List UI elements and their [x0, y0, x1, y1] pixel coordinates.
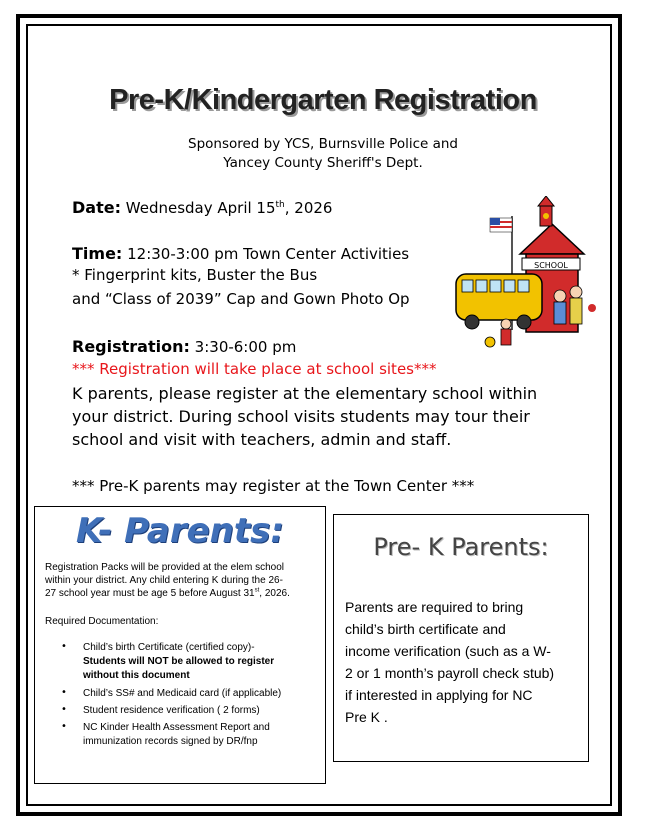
date-suffix: th	[275, 200, 285, 210]
prek-parents-heading: Pre- K Parents:	[373, 533, 549, 561]
k-item-1-bold: Students will NOT be allowed to register	[83, 656, 275, 667]
time-label: Time:	[72, 244, 123, 263]
k-item-2: Child’s SS# and Medicaid card (if applicable)	[83, 688, 282, 699]
prek-line-6: Pre K .	[345, 709, 388, 725]
k-intro-3-text: 27 school year must be age 5 before August 31	[45, 588, 255, 599]
date-value: Wednesday April 15	[125, 199, 276, 217]
k-intro-1: Registration Packs will be provided at the elem school	[45, 562, 285, 573]
page-title: Pre-K/Kindergarten Registration	[109, 84, 537, 116]
registration-line	[72, 337, 296, 356]
school-bus-illustration	[452, 196, 604, 360]
k-item-1: Child’s birth Certificate (certified copy)-	[83, 642, 255, 653]
time-value: 12:30-3:00 pm Town Center Activities	[127, 245, 410, 263]
registration-notice: *** Registration will take place at school sites***	[72, 360, 437, 378]
prek-line-2: child’s birth certificate and	[345, 621, 506, 637]
registration-para-2: your district. During school visits students may tour their	[72, 407, 530, 426]
k-item-3: Student residence verification ( 2 forms)	[83, 705, 260, 716]
prek-parents-box	[333, 514, 589, 762]
k-parents-heading: K- Parents:	[76, 511, 284, 551]
prek-line-4: 2 or 1 month’s payroll check stub)	[345, 665, 555, 681]
bullet-icon: •	[61, 704, 67, 715]
k-item-1-bold-2: without this document	[83, 670, 190, 681]
prek-line-5: if interested in applying for NC	[345, 687, 533, 703]
registration-value: 3:30-6:00 pm	[194, 338, 297, 356]
registration-label: Registration:	[72, 337, 190, 356]
sponsor-line-1: Sponsored by YCS, Burnsville Police and	[188, 136, 458, 152]
time-line	[72, 244, 409, 263]
prek-line-1: Parents are required to bring	[345, 599, 524, 615]
k-intro-3	[45, 587, 290, 601]
prek-town-center-note: *** Pre-K parents may register at the Town Center ***	[72, 477, 475, 495]
registration-para-3: school and visit with teachers, admin and staff.	[72, 430, 452, 449]
time-line-3: and “Class of 2039” Cap and Gown Photo Op	[72, 290, 410, 308]
bullet-icon: •	[61, 687, 67, 698]
time-line-2: * Fingerprint kits, Buster the Bus	[72, 266, 318, 284]
school-sign-text: SCHOOL	[534, 261, 568, 270]
k-parents-box	[34, 506, 326, 784]
date-label: Date:	[72, 198, 121, 217]
date-line	[72, 198, 332, 217]
bullet-icon: •	[61, 641, 67, 652]
bullet-icon: •	[61, 721, 67, 732]
k-item-4: NC Kinder Health Assessment Report and	[83, 722, 270, 733]
date-year: , 2026	[284, 199, 333, 217]
k-intro-end: , 2026.	[259, 588, 290, 599]
sponsor-line-2: Yancey County Sheriff's Dept.	[223, 155, 423, 171]
prek-line-3: income verification (such as a W-	[345, 643, 551, 659]
registration-para-1: K parents, please register at the elementary school within	[72, 384, 538, 403]
k-item-4-line-2: immunization records signed by DR/fnp	[83, 736, 258, 747]
k-required-label: Required Documentation:	[45, 616, 159, 627]
k-intro-sup: st	[254, 587, 260, 594]
k-intro-2: within your district. Any child entering K during the 26-	[45, 575, 283, 586]
